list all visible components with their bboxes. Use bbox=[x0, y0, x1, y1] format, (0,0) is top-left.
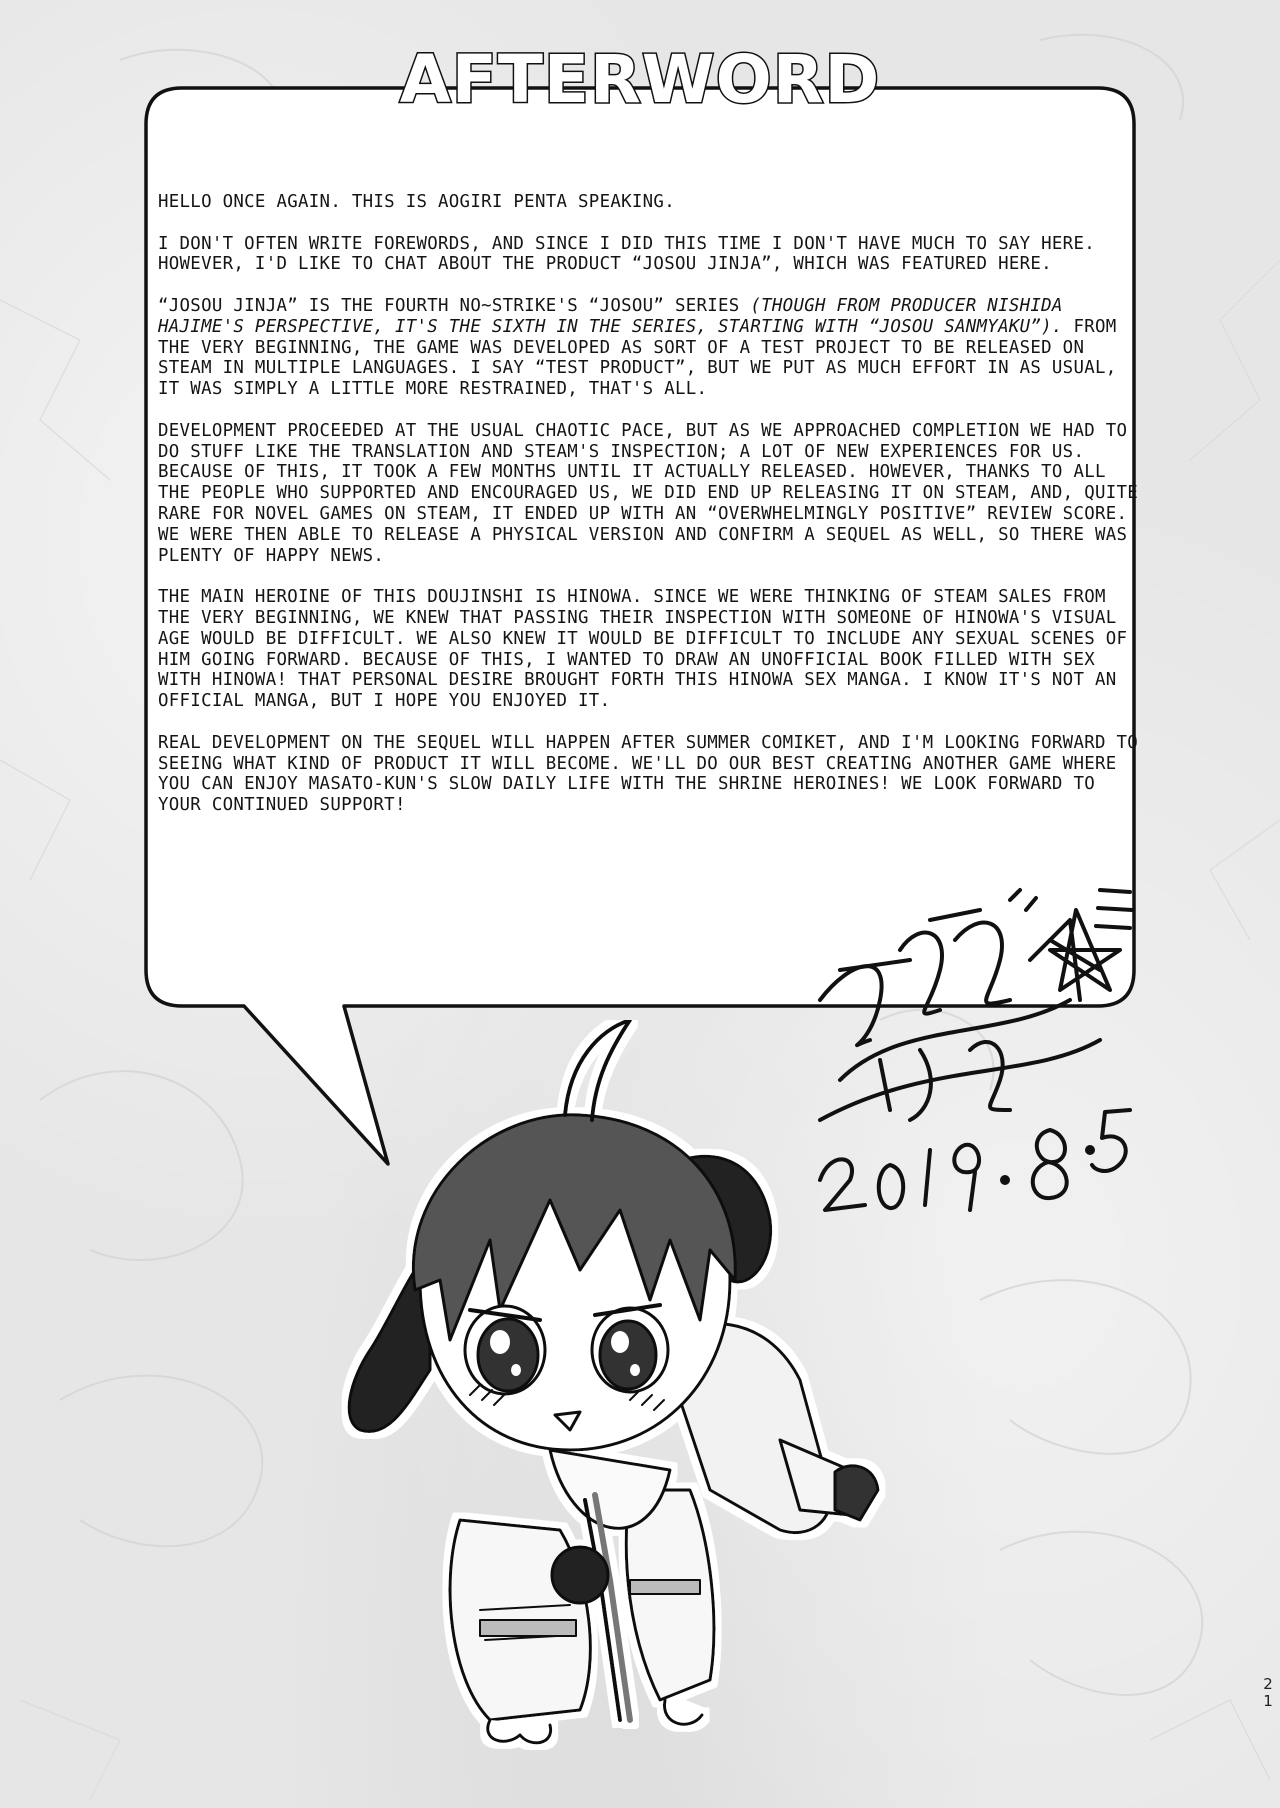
paragraph-development: DEVELOPMENT PROCEEDED AT THE USUAL CHAOTIC PACE, BUT AS WE APPROACHED COMPLETION WE HAD TO DO STUFF LIKE THE TRANSLATION AND STEAM'S INSPECTION; A LOT OF NEW EXPERIENCES FOR US. BECAUSE OF THIS, IT TOOK A FEW MONTHS UNTIL IT ACTUALLY RELEASED. HOWEVER, THANKS TO ALL THE PEOPLE WHO SUPPORTED AND ENCOURAGED US, WE DID END UP RELEASING IT ON STEAM, AND, QUITE RARE FOR NOVEL GAMES ON STEAM, IT ENDED UP WITH AN “OVERWHELMINGLY POSITIVE” REVIEW SCORE. WE WERE THEN ABLE TO RELEASE A PHYSICAL VERSION AND CONFIRM A SEQUEL AS WELL, SO THERE WAS PLENTY OF HAPPY NEWS. bbox=[158, 420, 1139, 566]
paragraph-greeting: HELLO ONCE AGAIN. THIS IS AOGIRI PENTA SPEAKING. bbox=[158, 192, 675, 212]
afterword-body bbox=[158, 192, 1148, 837]
series-development: FROM THE VERY BEGINNING, THE GAME WAS DEVELOPED AS SORT OF A TEST PROJECT TO BE RELEASED ON STEAM IN MULTIPLE LANGUAGES. I SAY “TEST PRODUCT”, BUT WE PUT AS MUCH EFFORT IN AS USUAL, IT WAS SIMPLY A LITTLE MORE RESTRAINED, THAT'S ALL. bbox=[158, 316, 1117, 400]
title-plate bbox=[399, 40, 881, 120]
paragraph-series bbox=[158, 296, 1148, 400]
page-number-digit-1: 2 bbox=[1263, 1675, 1273, 1693]
series-aside: (THOUGH FROM PRODUCER NISHIDA HAJIME'S PERSPECTIVE, IT'S THE SIXTH IN THE SERIES, STARTING WITH “JOSOU SANMYAKU”). bbox=[158, 295, 1063, 337]
series-lead: “JOSOU JINJA” IS THE FOURTH NO~STRIKE'S “JOSOU” SERIES bbox=[158, 295, 751, 316]
author-signature bbox=[780, 880, 1140, 1240]
paragraph-sequel: REAL DEVELOPMENT ON THE SEQUEL WILL HAPPEN AFTER SUMMER COMIKET, AND I'M LOOKING FORWARD TO SEEING WHAT KIND OF PRODUCT IT WILL BECOME. WE'LL DO OUR BEST CREATING ANOTHER GAME WHERE YOU CAN ENJOY MASATO-KUN'S SLOW DAILY LIFE WITH THE SHRINE HEROINES! WE LOOK FORWARD TO YOUR CONTINUED SUPPORT! bbox=[158, 732, 1139, 816]
paragraph-heroine: THE MAIN HEROINE OF THIS DOUJINSHI IS HINOWA. SINCE WE WERE THINKING OF STEAM SALES FROM THE VERY BEGINNING, WE KNEW THAT PASSING THEIR INSPECTION WITH SOMEONE OF HINOWA'S VISUAL AGE WOULD BE DIFFICULT. WE ALSO KNEW IT WOULD BE DIFFICULT TO INCLUDE ANY SEXUAL SCENES OF HIM GOING FORWARD. BECAUSE OF THIS, I WANTED TO DRAW AN UNOFFICIAL BOOK FILLED WITH SEX WITH HINOWA! THAT PERSONAL DESIRE BROUGHT FORTH THIS HINOWA SEX MANGA. I KNOW IT'S NOT AN OFFICIAL MANGA, BUT I HOPE YOU ENJOYED IT. bbox=[158, 587, 1128, 712]
paragraph-foreword: I DON'T OFTEN WRITE FOREWORDS, AND SINCE I DID THIS TIME I DON'T HAVE MUCH TO SAY HERE. HOWEVER, I'D LIKE TO CHAT ABOUT THE PRODUCT “JOSOU JINJA”, WHICH WAS FEATURED HERE. bbox=[158, 233, 1095, 275]
page-number-digit-2: 1 bbox=[1263, 1692, 1273, 1710]
page-title: AFTERWORD bbox=[399, 41, 881, 118]
page-number bbox=[1262, 1676, 1274, 1710]
